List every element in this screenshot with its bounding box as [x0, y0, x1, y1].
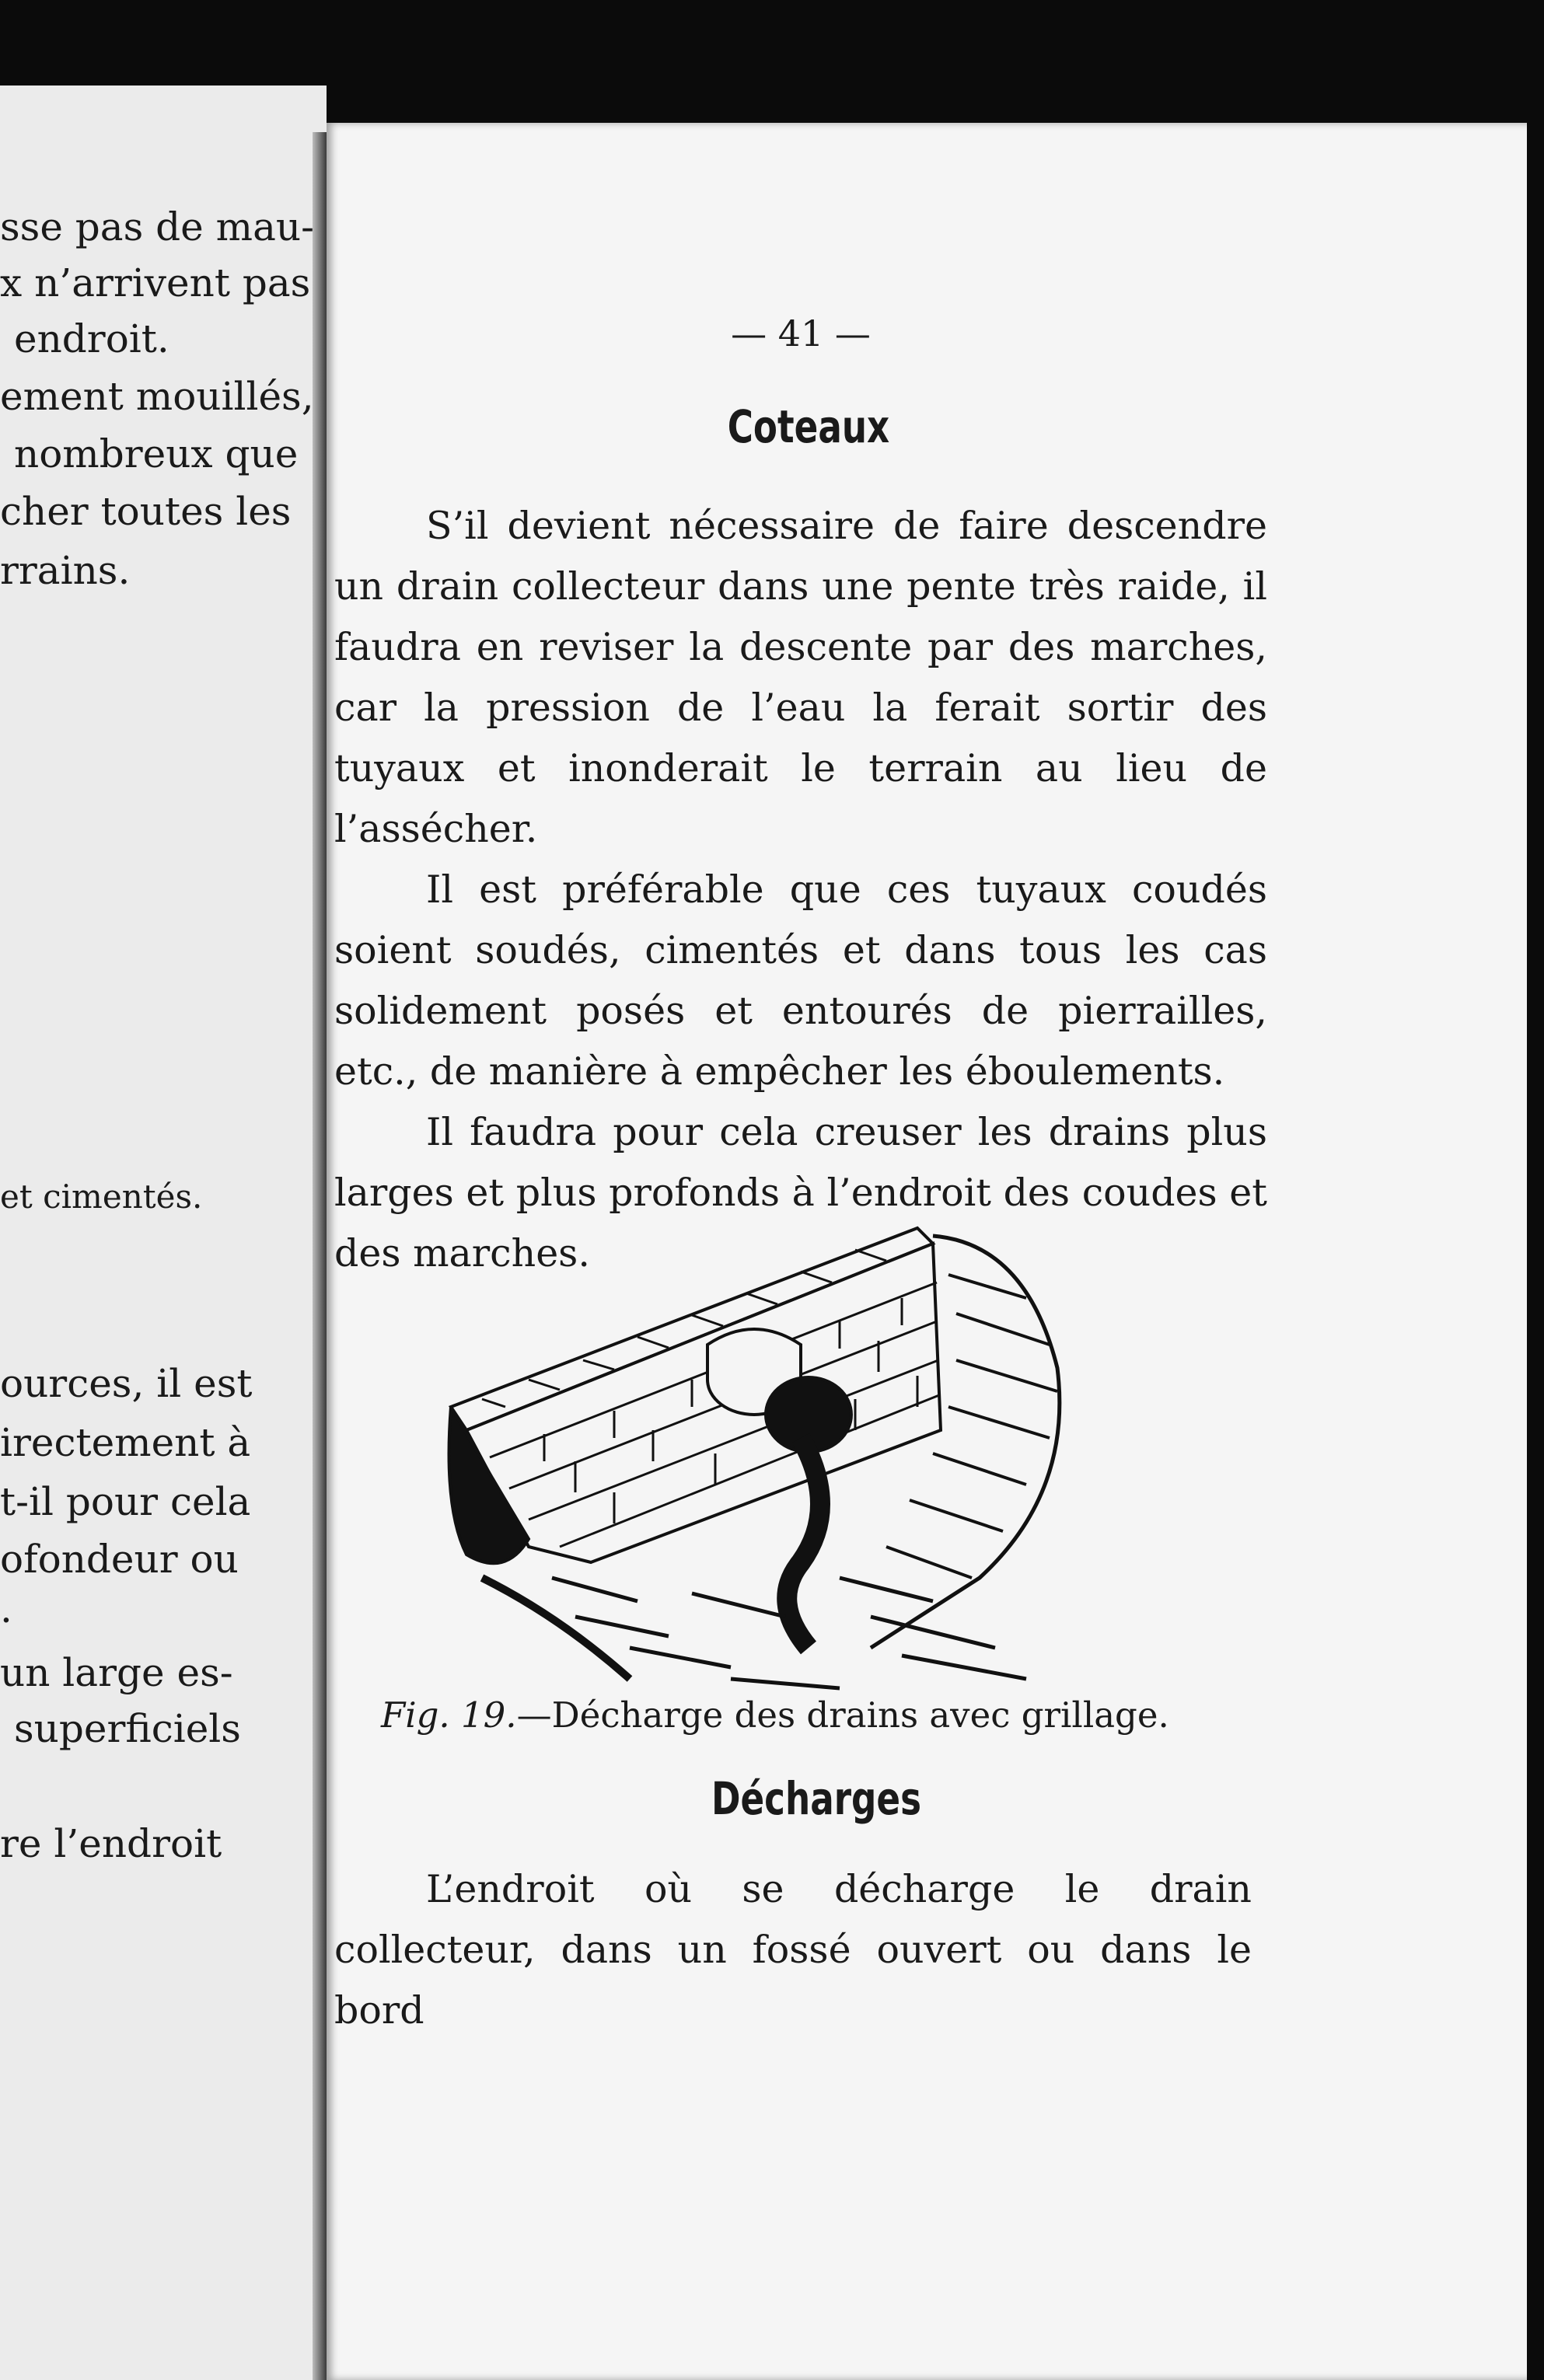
page-number: — 41 —	[731, 312, 871, 354]
section-body-coteaux	[334, 496, 1267, 1284]
left-page-line: ofondeur ou	[0, 1537, 239, 1582]
left-page-line: nombreux que	[14, 431, 299, 476]
section-body-decharges	[334, 1859, 1252, 2041]
left-page-line: ources, il est	[0, 1361, 253, 1406]
left-page-line: x n’arrivent pas	[0, 260, 311, 305]
paragraph: Il est préférable que ces tuyaux coudés soient soudés, cimentés et dans tous les cas solidement posés et entourés de pierrailles, etc., de manière à empêcher les éboulements.	[334, 867, 1267, 1094]
scan-edge	[1527, 0, 1544, 2380]
left-page-line: irectement à	[0, 1420, 251, 1465]
left-page-line: cher toutes les	[0, 489, 292, 534]
figure-caption	[381, 1694, 1221, 1736]
left-page-line: .	[0, 1586, 12, 1631]
paragraph: L’endroit où se décharge le drain collecteur, dans un fossé ouvert ou dans le bord	[334, 1867, 1252, 2033]
left-page-line: un large es-	[0, 1650, 233, 1695]
left-page-line: sse pas de mau-	[0, 204, 314, 250]
drain-outlet-engraving-icon	[435, 1213, 1112, 1694]
left-page-line: t-il pour cela	[0, 1479, 251, 1524]
paragraph: S’il devient nécessaire de faire descendre un drain collecteur dans une pente très raide, il faudra en reviser la descente par des marches, car la pression de l’eau la ferait sortir des tuyaux et inonderait le terrain au lieu de l’assécher.	[334, 504, 1267, 851]
section-heading-decharges: Décharges	[711, 1772, 922, 1825]
left-page-line: ement mouillés,	[0, 374, 314, 419]
left-page-line: superficiels	[14, 1706, 241, 1751]
left-page-line: et cimentés.	[0, 1178, 203, 1216]
figure-label: Fig. 19.	[381, 1694, 517, 1736]
section-heading-coteaux: Coteaux	[727, 400, 890, 453]
left-page-line: endroit.	[14, 316, 169, 361]
left-page	[0, 85, 327, 2380]
paragraph: Il faudra pour cela creuser les drains plus larges et plus profonds à l’endroit des coudes et des marches.	[334, 1110, 1267, 1275]
figure-caption-text: —Décharge des drains avec grillage.	[516, 1694, 1169, 1736]
page-gutter	[313, 132, 327, 2380]
left-page-line: rrains.	[0, 548, 131, 593]
left-page-line: re l’endroit	[0, 1821, 222, 1866]
